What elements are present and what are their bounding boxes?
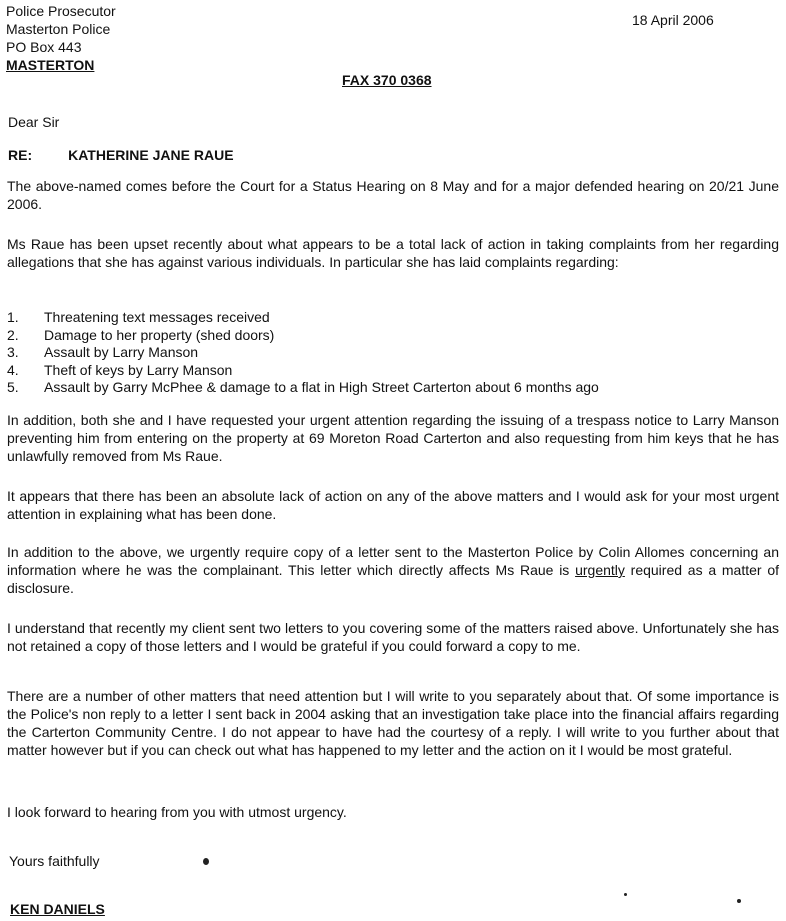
salutation: Dear Sir <box>8 114 60 130</box>
list-item <box>7 327 599 345</box>
list-item-text: Threatening text messages received <box>44 309 270 325</box>
paragraph-3: In addition, both she and I have requested your urgent attention regarding the issuing of a trespass notice to Larry Manson preventing him from entering on the property at 69 Moreton Road Carterton and also requesting from him keys that he has unlawfully removed from Ms Raue. <box>7 412 779 464</box>
paragraph-5-underlined: urgently <box>575 562 625 578</box>
address-line-4: MASTERTON <box>6 57 95 73</box>
ink-mark <box>203 858 209 865</box>
fax-number: FAX 370 0368 <box>342 72 432 88</box>
letter-date: 18 April 2006 <box>632 12 714 28</box>
list-item <box>7 362 599 380</box>
list-item-number: 2. <box>7 326 19 343</box>
paragraph-1: The above-named comes before the Court for a Status Hearing on 8 May and for a major defended hearing on 20/21 June 2006. <box>7 178 779 212</box>
list-item-number: 1. <box>7 309 19 325</box>
paragraph-6: I understand that recently my client sent two letters to you covering some of the matters raised above. Unfortunately she has not retained a copy of those letters and I would be grateful if you could forward a copy to me. <box>7 620 779 654</box>
list-item-number: 4. <box>7 361 19 378</box>
paragraph-5-end: required as a matter of disclosure. <box>7 562 779 596</box>
list-item-text: Damage to her property (shed doors) <box>44 326 275 343</box>
list-item <box>7 344 599 362</box>
subject-line <box>8 147 234 163</box>
paragraph-8: I look forward to hearing from you with utmost urgency. <box>7 804 347 820</box>
list-item <box>7 309 599 327</box>
paragraph-4: It appears that there has been an absolute lack of action on any of the above matters and I would ask for your most urgent attention in explaining what has been done. <box>7 488 779 522</box>
ink-speck <box>737 899 741 903</box>
address-line-1: Police Prosecutor <box>6 3 116 19</box>
address-line-3: PO Box 443 <box>6 39 82 55</box>
list-item-text: Assault by Larry Manson <box>44 344 199 360</box>
sender-address <box>6 2 116 74</box>
list-item-text: Assault by Garry McPhee & damage to a flat in High Street Carterton about 6 months ago <box>44 379 599 395</box>
paragraph-5 <box>7 543 779 597</box>
subject-name: KATHERINE JANE RAUE <box>68 147 234 163</box>
subject-label: RE: <box>8 147 33 163</box>
list-item-number: 5. <box>7 379 19 395</box>
ink-speck <box>624 893 627 896</box>
closing: Yours faithfully <box>9 853 100 869</box>
list-item-text: Theft of keys by Larry Manson <box>44 361 233 378</box>
complaints-list <box>7 309 599 397</box>
address-line-2: Masterton Police <box>6 21 111 37</box>
paragraph-7: There are a number of other matters that need attention but I will write to you separately about that. Of some importance is the Police's non reply to a letter I sent back in 2004 asking that an investigation take place into the financial affairs regarding the Carterton Community Centre. I do not appear to have had the courtesy of a reply. I will write to you further about that matter however but if you can check out what has happened to my letter and the action on it I would be most grateful. <box>7 688 779 758</box>
paragraph-2: Ms Raue has been upset recently about what appears to be a total lack of action in taking complaints from her regarding allegations that she has against various individuals. In particular she has laid complaints regarding: <box>7 236 779 270</box>
paragraph-5-start: In addition to the above, we urgently require copy of a letter sent to the Masterton Police by Colin Allomes concerning an information where he was the complainant. This letter which directly affects Ms Raue is <box>7 544 779 578</box>
list-item-number: 3. <box>7 344 19 360</box>
signature-name: KEN DANIELS <box>10 901 105 917</box>
list-item <box>7 379 599 397</box>
